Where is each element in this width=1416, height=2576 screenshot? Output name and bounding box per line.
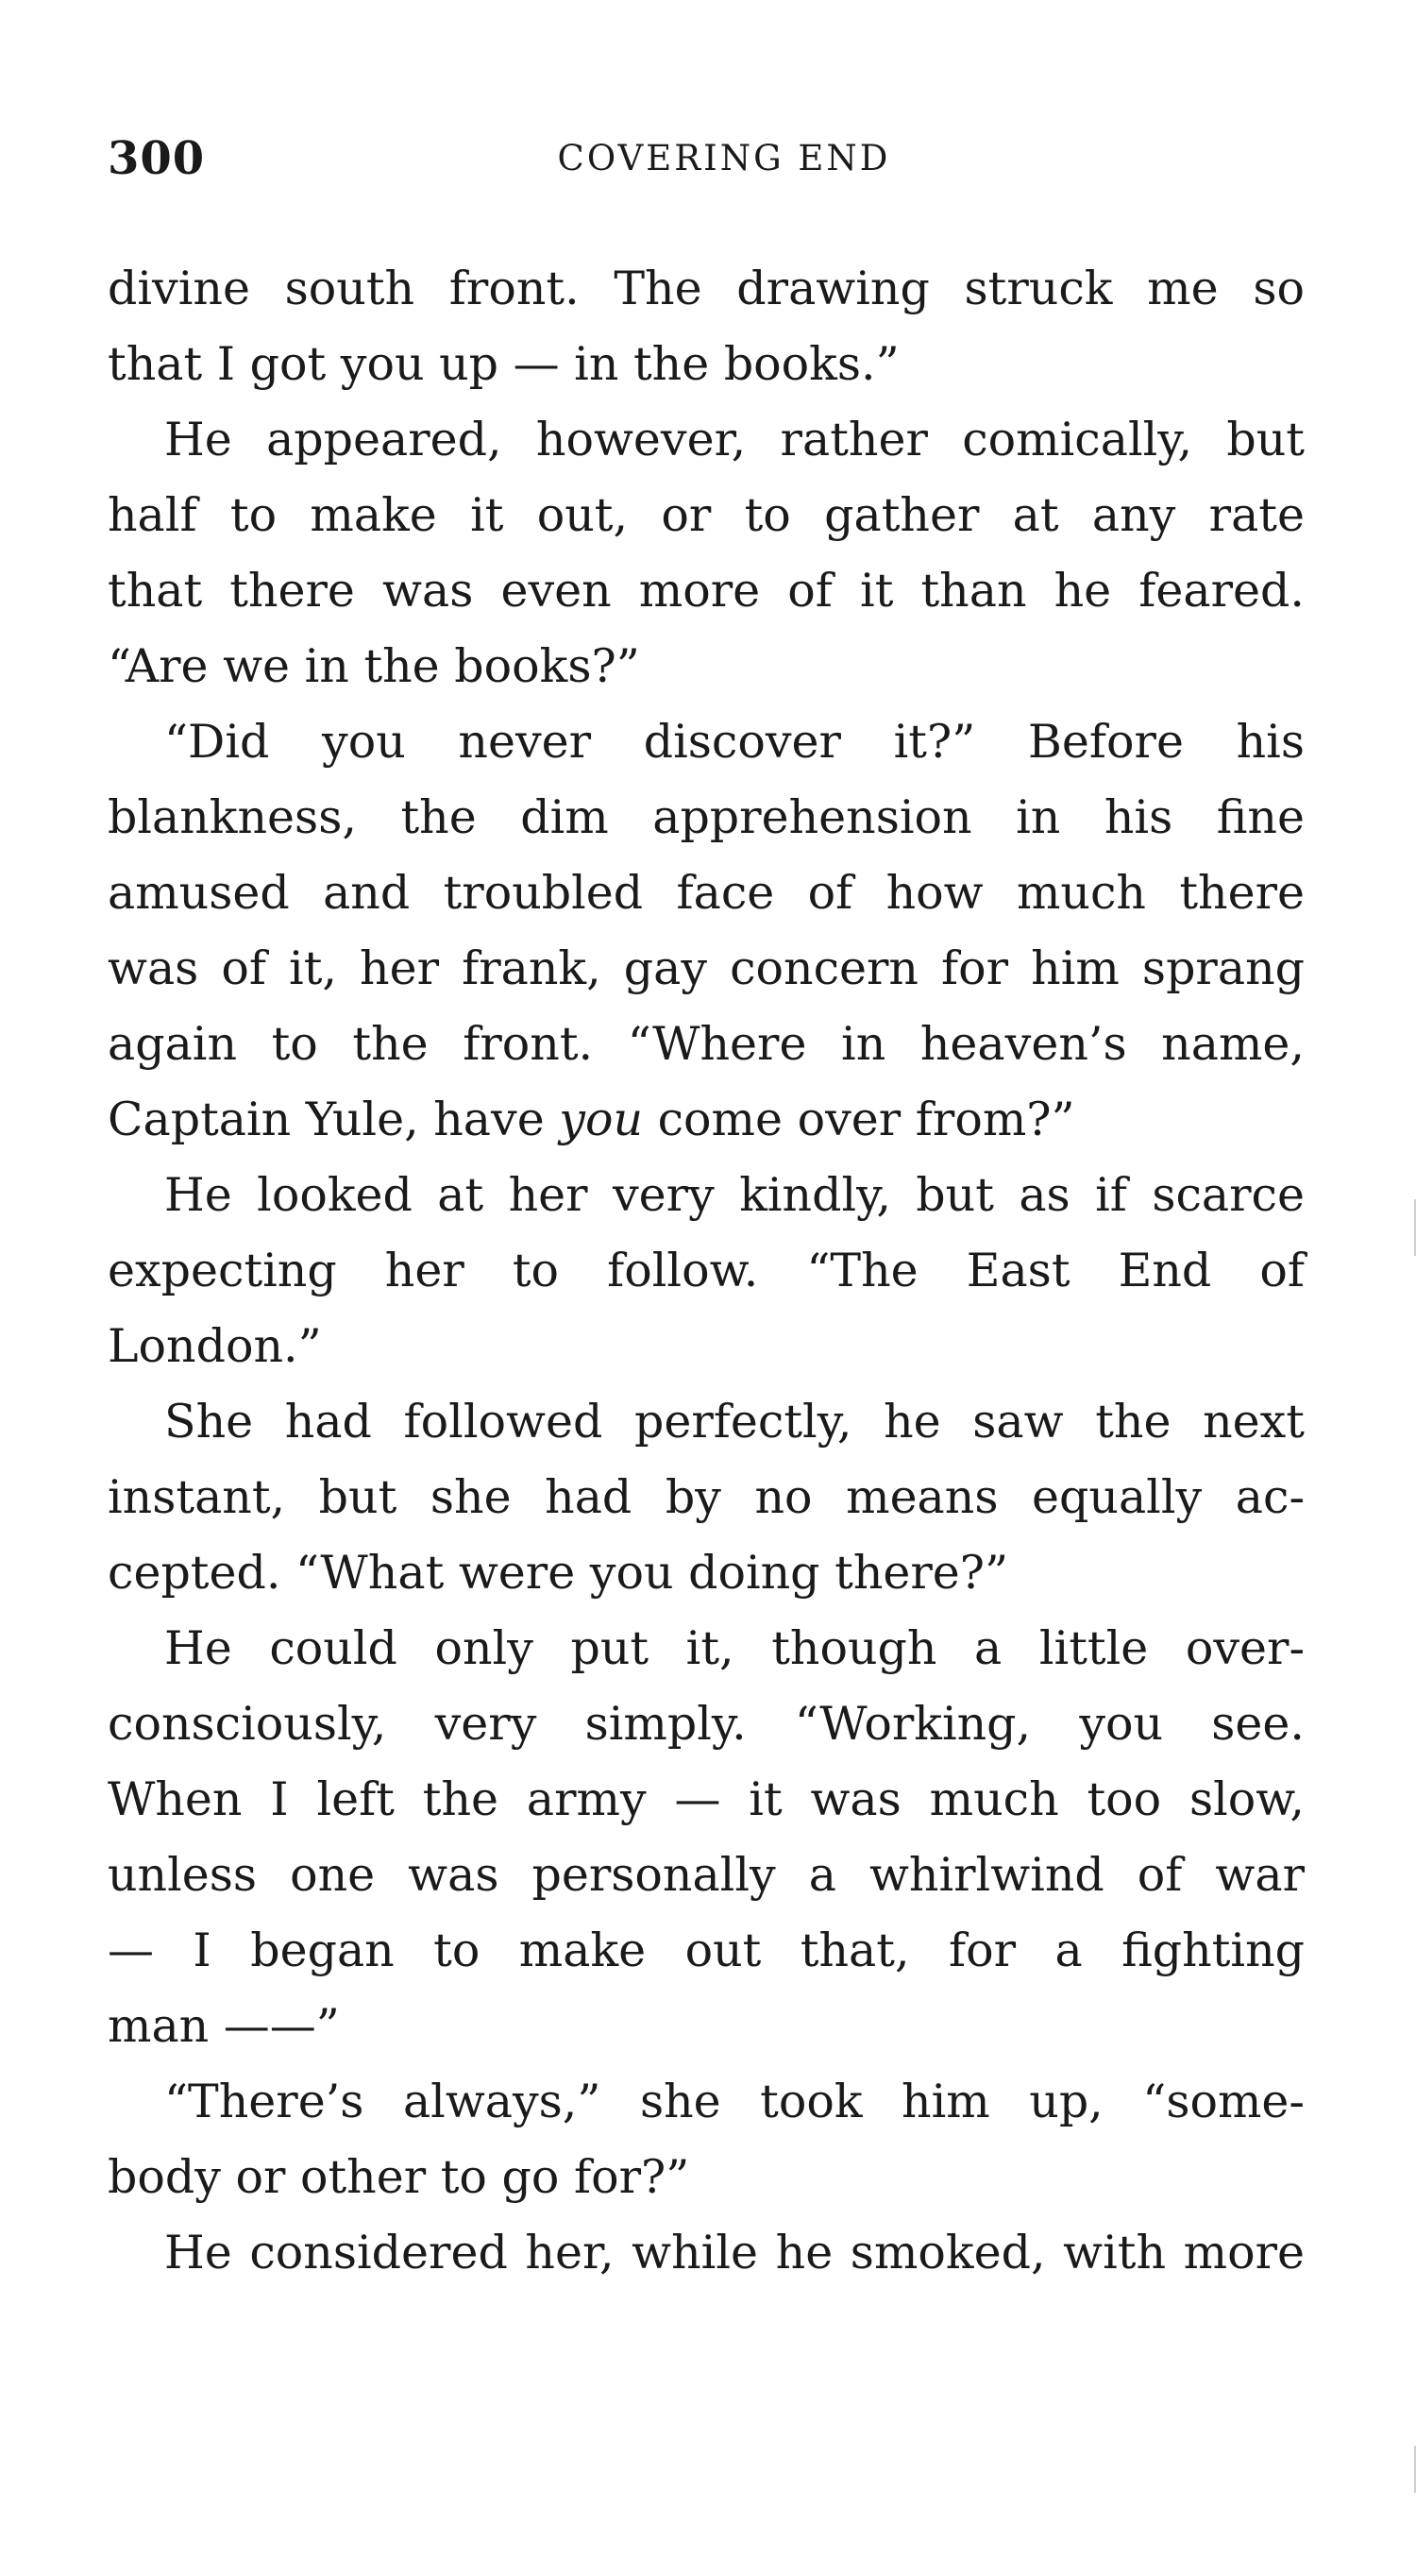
text-segment: come over from?”	[643, 1093, 1075, 1146]
text-line: half to make it out, or to gather at any rate	[108, 488, 1305, 542]
text-line: He appeared, however, rather comically, but	[164, 413, 1305, 466]
text-line	[108, 1082, 1305, 1158]
text-line: was of it, her frank, gay concern for him sprang	[108, 941, 1305, 995]
text-line: body or other to go for?”	[108, 2150, 690, 2204]
body-text	[108, 251, 1305, 2291]
text-line: She had followed perfectly, he saw the next	[164, 1395, 1305, 1449]
text-line: — I began to make out that, for a fighting	[108, 1924, 1305, 1977]
text-line: London.”	[108, 1319, 322, 1373]
text-line: consciously, very simply. “Working, you see.	[108, 1697, 1305, 1751]
text-line: again to the front. “Where in heaven’s name,	[108, 1017, 1305, 1071]
italic-word: you	[559, 1093, 644, 1146]
page-number: 300	[108, 132, 206, 185]
text-line: divine south front. The drawing struck me so	[108, 262, 1305, 315]
text-line: “There’s always,” she took him up, “some-	[164, 2075, 1305, 2128]
text-line: instant, but she had by no means equally ac-	[108, 1470, 1305, 1524]
text-line: When I left the army — it was much too slow,	[108, 1772, 1305, 1826]
running-head	[108, 132, 1303, 208]
text-line: cepted. “What were you doing there?”	[108, 1546, 1009, 1600]
text-line: blankness, the dim apprehension in his fine	[108, 790, 1305, 844]
text-line: He looked at her very kindly, but as if scarce	[164, 1168, 1305, 1222]
text-line: He could only put it, though a little over-	[164, 1621, 1305, 1675]
text-line: “Are we in the books?”	[108, 639, 640, 693]
running-title: COVERING END	[557, 138, 891, 178]
text-line: “Did you never discover it?” Before his	[164, 715, 1305, 769]
text-line: He considered her, while he smoked, with more	[164, 2226, 1305, 2279]
text-line: that I got you up — in the books.”	[108, 337, 900, 391]
text-segment: Captain Yule, have	[108, 1093, 560, 1146]
text-line: expecting her to follow. “The East End of	[108, 1244, 1305, 1297]
text-line: that there was even more of it than he feared.	[108, 564, 1305, 618]
text-line: unless one was personally a whirlwind of war	[108, 1848, 1305, 1902]
text-line: man ——”	[108, 1999, 340, 2053]
text-line: amused and troubled face of how much there	[108, 866, 1305, 920]
